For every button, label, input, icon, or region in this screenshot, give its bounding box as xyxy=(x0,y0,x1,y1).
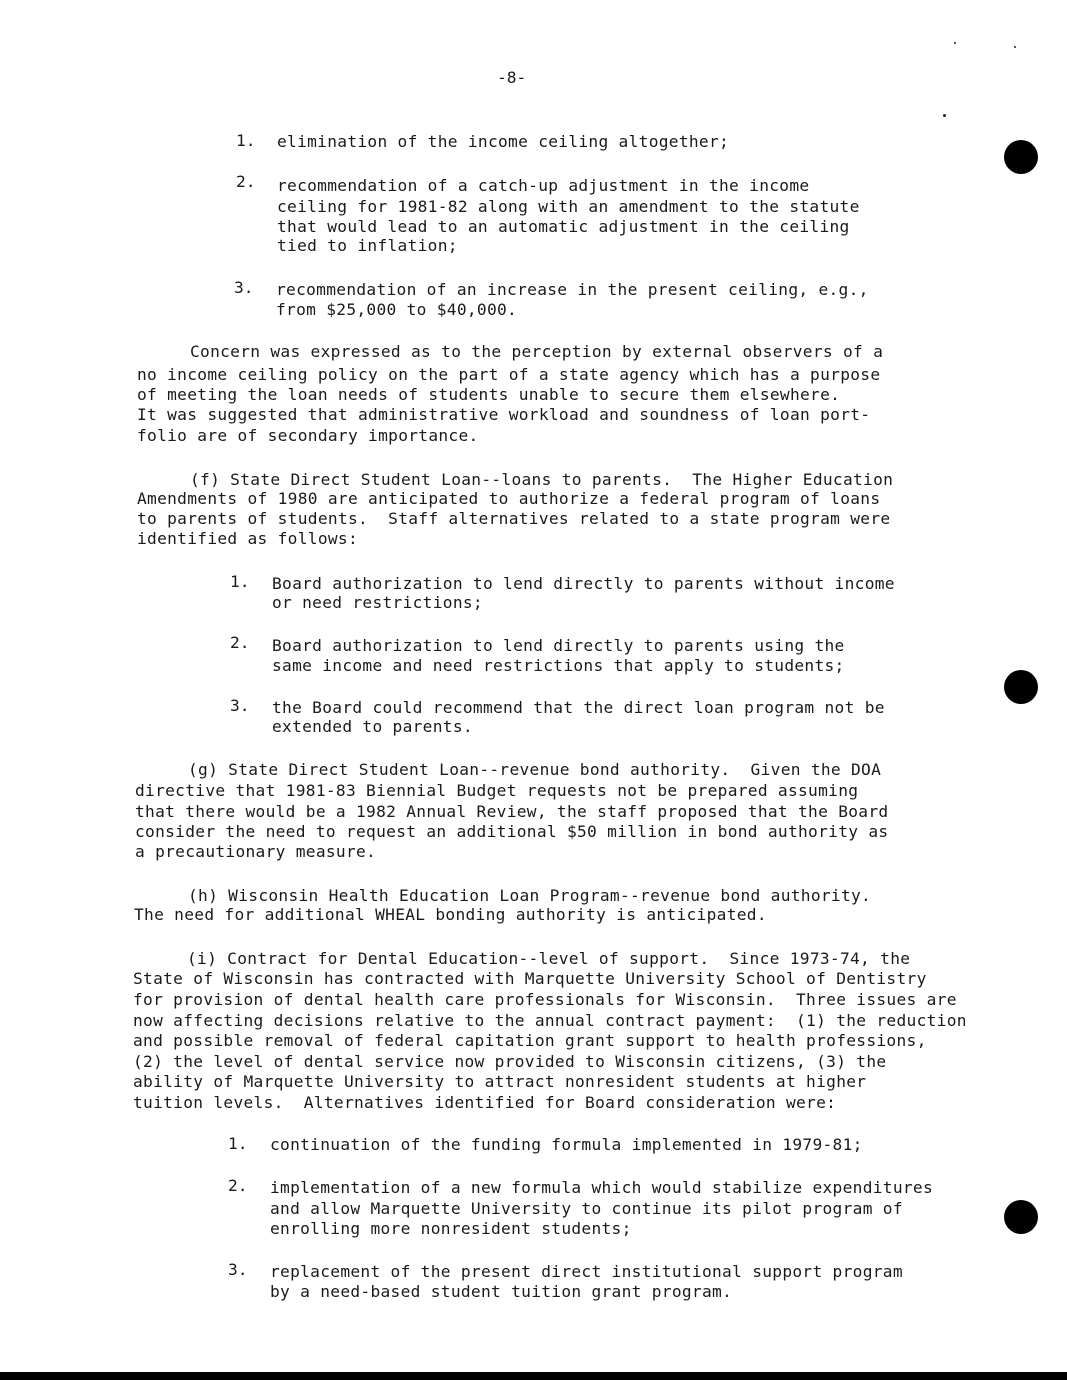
list-item-line: extended to parents. xyxy=(272,717,473,736)
list-item-line: replacement of the present direct institutional support program xyxy=(270,1262,903,1281)
page-number: -8- xyxy=(497,68,527,87)
paragraph-line: Amendments of 1980 are anticipated to authorize a federal program of loans xyxy=(137,489,881,508)
list-item-line: from $25,000 to $40,000. xyxy=(276,300,518,319)
list-number: 3. xyxy=(234,278,254,297)
paragraph-line: directive that 1981-83 Biennial Budget requests not be prepared assuming xyxy=(135,781,859,800)
paragraph-line: to parents of students. Staff alternatives related to a state program were xyxy=(137,509,891,528)
list-item-line: continuation of the funding formula implemented in 1979-81; xyxy=(270,1135,863,1154)
punch-hole xyxy=(1004,1200,1038,1234)
paragraph-line: now affecting decisions relative to the annual contract payment: (1) the reduction xyxy=(133,1011,967,1030)
paragraph-line: ability of Marquette University to attract nonresident students at higher xyxy=(133,1072,867,1091)
list-item-line: implementation of a new formula which would stabilize expenditures xyxy=(270,1178,934,1197)
speck xyxy=(1014,46,1016,48)
list-item-line: by a need-based student tuition grant program. xyxy=(270,1282,733,1301)
list-item-line: same income and need restrictions that apply to students; xyxy=(272,656,845,675)
paragraph-line: consider the need to request an additional $50 million in bond authority as xyxy=(135,822,889,841)
list-number: 1. xyxy=(236,131,256,150)
scan-edge xyxy=(0,1372,1067,1380)
paragraph-line: (g) State Direct Student Loan--revenue bond authority. Given the DOA xyxy=(188,760,882,779)
list-item-line: Board authorization to lend directly to parents using the xyxy=(272,636,845,655)
paragraph-line: (i) Contract for Dental Education--level of support. Since 1973-74, the xyxy=(187,949,911,968)
list-item-line: or need restrictions; xyxy=(272,593,483,612)
list-item-line: and allow Marquette University to continue its pilot program of xyxy=(270,1199,903,1218)
paragraph-line: It was suggested that administrative workload and soundness of loan port- xyxy=(137,405,871,424)
list-item-line: ceiling for 1981-82 along with an amendment to the statute xyxy=(277,197,860,216)
paragraph-line: State of Wisconsin has contracted with Marquette University School of Dentistry xyxy=(133,969,927,988)
punch-hole xyxy=(1004,670,1038,704)
list-item-line: enrolling more nonresident students; xyxy=(270,1219,632,1238)
list-item-line: that would lead to an automatic adjustment in the ceiling xyxy=(277,217,850,236)
list-item-line: tied to inflation; xyxy=(277,236,458,255)
list-number: 1. xyxy=(230,572,250,591)
paragraph-line: no income ceiling policy on the part of a state agency which has a purpose xyxy=(137,365,881,384)
list-number: 2. xyxy=(228,1176,248,1195)
list-item-line: recommendation of an increase in the present ceiling, e.g., xyxy=(276,280,869,299)
paragraph-line: (2) the level of dental service now provided to Wisconsin citizens, (3) the xyxy=(133,1052,887,1071)
paragraph-line: folio are of secondary importance. xyxy=(137,426,479,445)
paragraph-line: of meeting the loan needs of students unable to secure them elsewhere. xyxy=(137,385,841,404)
paragraph-line: for provision of dental health care professionals for Wisconsin. Three issues are xyxy=(133,990,957,1009)
paragraph-line: The need for additional WHEAL bonding authority is anticipated. xyxy=(134,905,767,924)
paragraph-line: a precautionary measure. xyxy=(135,842,377,861)
paragraph-line: (f) State Direct Student Loan--loans to parents. The Higher Education xyxy=(190,470,894,489)
paragraph-line: identified as follows: xyxy=(137,529,359,548)
paragraph-line: Concern was expressed as to the perception by external observers of a xyxy=(190,342,884,361)
list-number: 2. xyxy=(230,633,250,652)
list-number: 2. xyxy=(236,172,256,191)
list-number: 3. xyxy=(228,1260,248,1279)
paragraph-line: (h) Wisconsin Health Education Loan Program--revenue bond authority. xyxy=(188,886,872,905)
paragraph-line: tuition levels. Alternatives identified for Board consideration were: xyxy=(133,1093,837,1112)
list-item-line: the Board could recommend that the direct loan program not be xyxy=(272,698,885,717)
paragraph-line: and possible removal of federal capitation grant support to health professions, xyxy=(133,1031,927,1050)
speck xyxy=(943,114,946,117)
punch-hole xyxy=(1004,140,1038,174)
speck xyxy=(954,42,956,44)
list-item-line: Board authorization to lend directly to parents without income xyxy=(272,574,895,593)
list-number: 1. xyxy=(228,1134,248,1153)
list-number: 3. xyxy=(230,696,250,715)
list-item-line: recommendation of a catch-up adjustment in the income xyxy=(277,176,810,195)
paragraph-line: that there would be a 1982 Annual Review, the staff proposed that the Board xyxy=(135,802,889,821)
list-item-line: elimination of the income ceiling altogether; xyxy=(277,132,730,151)
